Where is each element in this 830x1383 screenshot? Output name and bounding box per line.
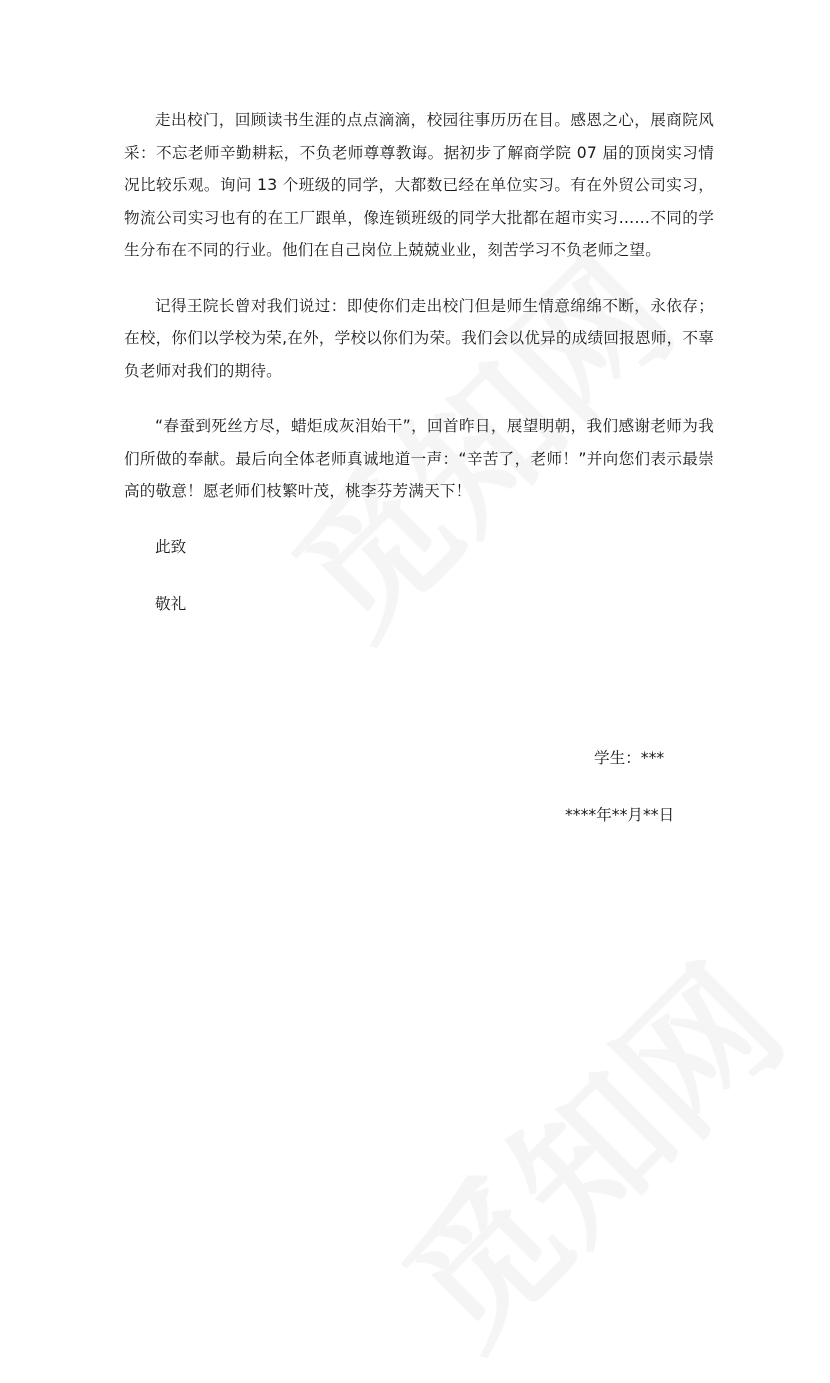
letter-body (124, 104, 714, 621)
closing-salutation: 此致 (155, 537, 187, 556)
paragraph-2: 记得王院长曾对我们说过：即使你们走出校门但是师生情意绵绵不断，永依存；在校，你们以学校为荣,在外，学校以你们为荣。我们会以优异的成绩回报恩师，不辜负老师对我们的期待。 (124, 296, 714, 380)
paragraph-1: 走出校门，回顾读书生涯的点点滴滴，校园往事历历在目。感恩之心，展商院风采：不忘老师辛勤耕耘，不负老师尊尊教诲。据初步了解商学院 07 届的顶岗实习情况比较乐观。询问 13 个班级的同学，大都数已经在单位实习。有在外贸公司实习，物流公司实习也有的在工厂跟单，像连锁班级的同学大批都在超市实习……不同的学生分布在不同的行业。他们在自己岗位上兢兢业业，刻苦学习不负老师之望。 (124, 111, 714, 259)
signature: 学生：*** (594, 749, 665, 767)
signature-date: ****年**月**日 (565, 806, 675, 824)
watermark (350, 913, 821, 1383)
closing-regards: 敬礼 (155, 595, 187, 613)
paragraph-3: “春蚕到死丝方尽，蜡炬成灰泪始干”，回首昨日，展望明朝，我们感谢老师为我们所做的奉献。最后向全体老师真诚地道一声：“辛苦了，老师！”并向您们表示最崇高的敬意！愿老师们枝繁叶茂，桃李芬芳满天下！ (124, 417, 714, 500)
